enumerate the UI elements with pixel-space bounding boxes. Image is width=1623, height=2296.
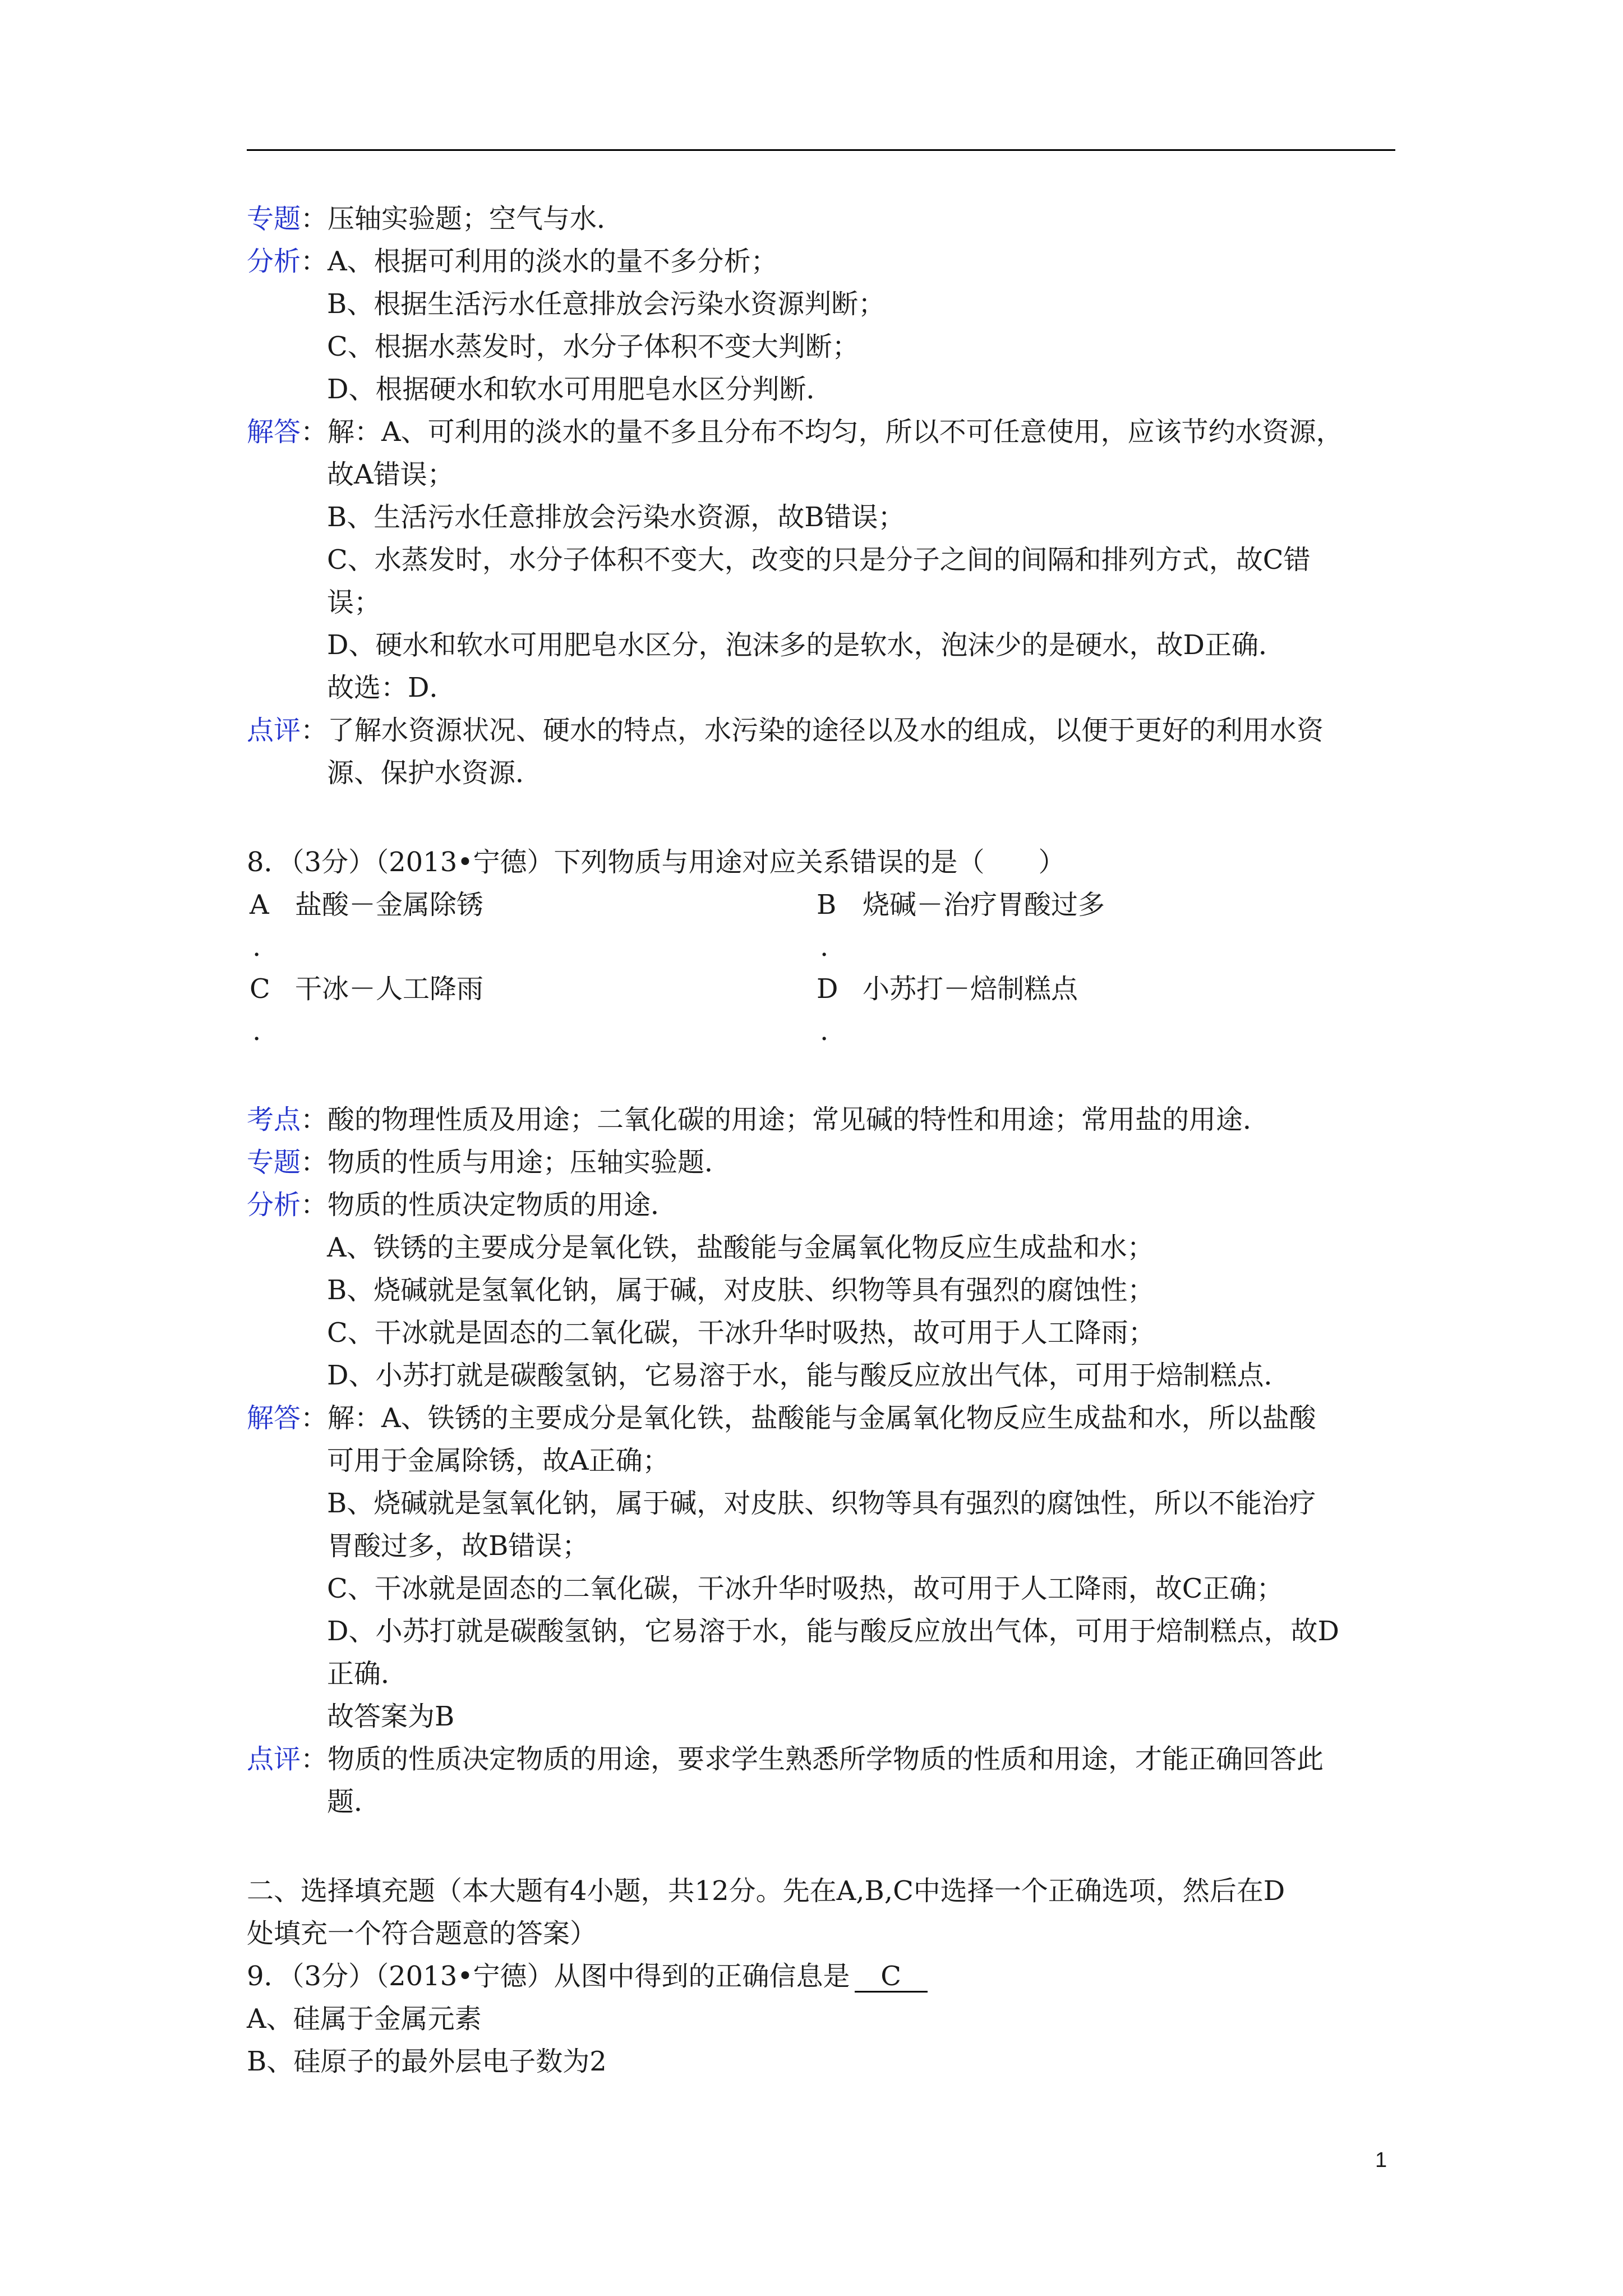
q8-analysis-line: C、干冰就是固态的二氧化碳，干冰升华时吸热，故可用于人工降雨； [327, 1317, 1155, 1349]
q8-answer-line: ：解：A、铁锈的主要成分是氧化铁，盐酸能与金属氧化物反应生成盐和水，所以盐酸 [301, 1402, 1316, 1434]
q8-analysis-line: B、烧碱就是氢氧化钠，属于碱，对皮肤、织物等具有强烈的腐蚀性； [327, 1274, 1155, 1306]
q8-option-c-text: 干冰－人工降雨 [295, 973, 484, 1005]
q7-answer-line: B、生活污水任意排放会污染水资源，故B错误； [327, 501, 905, 533]
header-rule [247, 149, 1395, 151]
q8-answer-label: 解答 [247, 1402, 301, 1434]
q9-stem [247, 1959, 928, 1993]
q7-answer-line: 故A错误； [327, 459, 454, 490]
q7-comment [247, 714, 1324, 747]
q8-analysis-line: A、铁锈的主要成分是氧化铁，盐酸能与金属氧化物反应生成盐和水； [327, 1232, 1154, 1263]
q8-answer-line: 胃酸过多，故B错误； [327, 1530, 589, 1562]
q8-option-c-dot: . [252, 1015, 261, 1047]
q7-comment-line: ：了解水资源状况、硬水的特点，水污染的途径以及水的组成，以便于更好的利用水资 [301, 715, 1324, 746]
q7-analysis-label: 分析 [247, 246, 301, 277]
section-heading: 二、选择填充题（本大题有4小题，共12分。先在A,B,C中选择一个正确选项，然后在D [247, 1875, 1285, 1907]
q8-comment-line: ：物质的性质决定物质的用途，要求学生熟悉所学物质的性质和用途，才能正确回答此 [301, 1743, 1324, 1775]
q8-topic-text: ：物质的性质与用途；压轴实验题． [301, 1147, 732, 1178]
q7-answer [247, 415, 1343, 449]
q7-analysis-line: C、根据水蒸发时，水分子体积不变大判断； [327, 331, 859, 362]
q8-topic-label: 专题 [247, 1147, 301, 1178]
q8-answer [247, 1401, 1316, 1435]
q8-option-b-letter: B [817, 889, 837, 921]
q7-analysis-line: D、根据硬水和软水可用肥皂水区分判断． [327, 374, 833, 405]
q7-topic-text: ：压轴实验题；空气与水． [301, 203, 624, 234]
q9-option: B、硅原子的最外层电子数为2 [247, 2046, 607, 2077]
q7-analysis-line: ：A、根据可利用的淡水的量不多分析； [301, 246, 778, 277]
q8-analysis-line: ：物质的性质决定物质的用途． [301, 1189, 678, 1221]
q7-answer-line: 故选：D． [327, 672, 457, 703]
q9-option: A、硅属于金属元素 [247, 2003, 482, 2035]
q8-option-c-letter: C [250, 973, 270, 1005]
q8-answer-line: C、干冰就是固态的二氧化碳，干冰升华时吸热，故可用于人工降雨，故C正确； [327, 1573, 1284, 1604]
q9-stem-text: 9．（3分）（2013•宁德）从图中得到的正确信息是 [247, 1961, 850, 1992]
q8-answer-line: B、烧碱就是氢氧化钠，属于碱，对皮肤、织物等具有强烈的腐蚀性，所以不能治疗 [327, 1488, 1316, 1519]
q8-option-d-dot: . [820, 1015, 829, 1047]
q8-answer-line: 故答案为B [327, 1701, 455, 1732]
q8-analysis-label: 分析 [247, 1189, 301, 1221]
q8-comment-line: 题． [327, 1786, 381, 1818]
q8-point [247, 1103, 1270, 1137]
q7-answer-line: D、硬水和软水可用肥皂水区分，泡沫多的是软水，泡沫少的是硬水，故D正确． [327, 629, 1285, 661]
q8-answer-line: 正确． [327, 1658, 408, 1690]
q7-topic [247, 202, 624, 236]
q7-analysis-line: B、根据生活污水任意排放会污染水资源判断； [327, 288, 886, 320]
q8-answer-line: 可用于金属除锈，故A正确； [327, 1445, 670, 1476]
q7-answer-label: 解答 [247, 416, 301, 448]
q7-comment-line: 源、保护水资源． [327, 757, 543, 789]
q8-option-a-letter: A [250, 889, 269, 921]
section-heading-cont: 处填充一个符合题意的答案） [247, 1918, 597, 1949]
q8-stem: 8．（3分）（2013•宁德）下列物质与用途对应关系错误的是（ ） [247, 846, 1066, 878]
q9-answer-blank: C [855, 1962, 928, 1993]
q8-point-text: ：酸的物理性质及用途；二氧化碳的用途；常见碱的特性和用途；常用盐的用途． [301, 1104, 1270, 1135]
q7-topic-label: 专题 [247, 203, 301, 234]
q8-analysis [247, 1188, 677, 1222]
q7-comment-label: 点评 [247, 715, 301, 746]
q8-comment-label: 点评 [247, 1743, 301, 1775]
page-number: 1 [1375, 2148, 1387, 2172]
q8-option-b-text: 烧碱－治疗胃酸过多 [863, 889, 1105, 921]
q8-analysis-line: D、小苏打就是碳酸氢钠，它易溶于水，能与酸反应放出气体，可用于焙制糕点． [327, 1360, 1291, 1391]
q8-topic [247, 1145, 731, 1179]
q8-option-a-text: 盐酸－金属除锈 [295, 889, 484, 921]
q8-option-a-dot: . [252, 931, 261, 963]
q7-answer-line: C、水蒸发时，水分子体积不变大，改变的只是分子之间的间隔和排列方式，故C错 [327, 544, 1311, 576]
q7-answer-line: ：解：A、可利用的淡水的量不多且分布不均匀，所以不可任意使用，应该节约水资源， [301, 416, 1343, 448]
q8-option-d-text: 小苏打－焙制糕点 [863, 973, 1078, 1005]
q8-option-d-letter: D [817, 973, 838, 1005]
q7-analysis [247, 245, 778, 278]
q7-answer-line: 误； [327, 587, 381, 618]
q8-comment [247, 1742, 1324, 1776]
q8-point-label: 考点 [247, 1104, 301, 1135]
q8-option-b-dot: . [820, 931, 829, 963]
q8-answer-line: D、小苏打就是碳酸氢钠，它易溶于水，能与酸反应放出气体，可用于焙制糕点，故D [327, 1616, 1339, 1647]
